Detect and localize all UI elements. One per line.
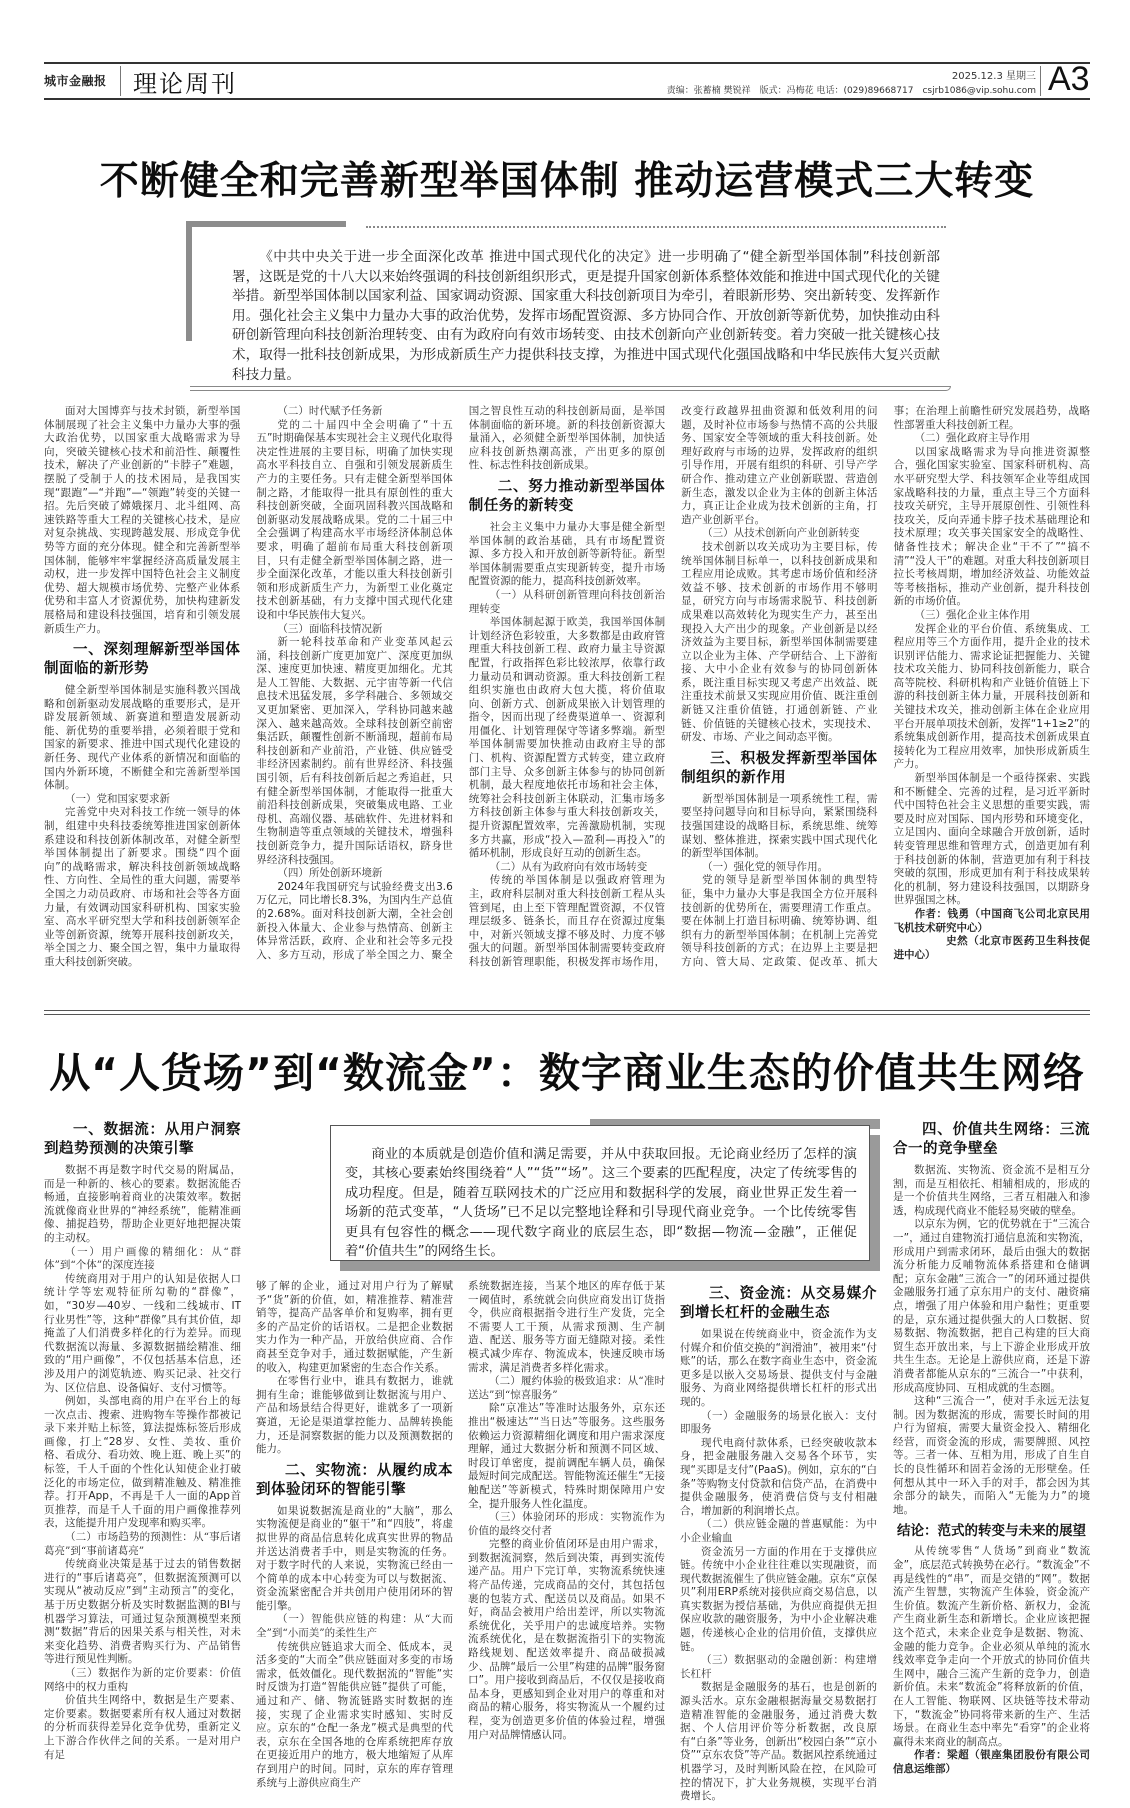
paragraph: 党的二十届四中全会明确了“十五五”时期确保基本实现社会主义现代化取得决定性进展的主要目标，明确了加快实现高水平科技自立、自强和引领发展新质生产力的主要任务。只有走健全新型举国体制之路，才能取得一批具有原创性的重大科技创新突破，全面巩固科教兴国战略和创新驱动发展战略成果。党的二十届三中全会强调了构建高水平市场经济体制总体要求，明确了超前布局重大科技创新项目，只有走健全新型举国体制之路，进一步全面深化改革，才能以重大科技创新引领和形成新质生产力，为新型工业化奠定技术创新基础，有力支撑中国式现代化建设和中华民族伟大复兴。 xyxy=(256,418,453,621)
masthead-divider xyxy=(120,66,121,96)
paragraph: 完整的商业价值闭环是由用户需求，到数据流洞察，然后到决策，再到实流传递产品。用户下完订单，实物流系统快速将产品传递，完成商品的交付，其包括包裹的包装方式、配送员以及商品。如果不好，商品会被用户给出差评，所以实物流系统优化，关乎用户的忠诚度培养。实物流系统优化，是在数据流指引下的实物流路线规划、配送效率提升、商品破损减少、品牌“最后一公里”构建的品牌“服务窗口”。用户接收到商品后，不仅仅是接收商品本身，更感知到企业对用户的尊重和对商品的精心服务，将实物流从一个履约过程，变为创造更多价值的体验过程，增强用户对品牌情感认同。 xyxy=(468,1538,665,1741)
article2-column-5 xyxy=(893,1116,1090,1777)
article1-lead: 《中共中央关于进一步全面深化改革 推进中国式现代化的决定》进一步明确了“健全新型举国体制”科技创新部署，这既是党的十八大以来始终强调的科技创新组织形式，更是提升国家创新体系整体效能和推进中国式现代化的关键举措。新型举国体制以国家利益、国家调动资源、国家重大科技创新项目为牵引，着眼新形势、突出新转变、发挥新作用。强化社会主义集中力量办大事的政治优势，发挥市场配置资源、多方协同合作、开放创新等新优势，加快推动由科研创新管理向科技创新治理转变、由有为政府向有效市场转变、由技术创新向产业创新转变。着力突破一批关键核心技术，取得一批科技创新成果，为形成新质生产力提供科技支撑，为推进中国式现代化强国战略和中华民族伟大复兴贡献科技力量。 xyxy=(232,249,940,383)
subsection-heading: （三）体验闭环的形成：实物流作为价值的最终交付者 xyxy=(468,1511,665,1537)
paragraph: 数据流、实物流、资金流不是相互分割，而是互相依托、相辅相成的，形成的是一个价值共生网络，三者互相融入和渗透，构成现代商业不能轻易突破的壁垒。 xyxy=(893,1164,1090,1217)
lead-box-corner xyxy=(186,221,346,227)
paragraph: 传统商用对于用户的认知是依据人口统计学等宏观特征所勾勒的“群像”，如，“30岁—40岁、一线和二线城市、IT行业男性”等，这种“群像”具有其价值，却掩盖了人们消费多样化的行为差异。而现代数据流以海量、多源数据描绘精准、细致的“用户画像”，不仅包括基本信息，还涉及用户的浏览轨迹、购买记录、社交行为、区位信息、设备偏好、支付习惯等。 xyxy=(44,1272,241,1394)
paragraph: 党的领导是新型举国体制的典型特征，集中力量办大事是我国全方位开展科技创新的优势所在，需要理清工作重点。要在体制上打造目标明确、统筹协调、组织有力的新型举国体制；在机制上完善党领导科技创新的方式；在边界上主要是把方向、管大局、定政策、促改革、抓大事；在治理上前瞻性研究发展趋势，战略性部署重大科技创新工程。 xyxy=(681,405,1090,968)
paragraph: 新型举国体制是一项系统性工程，需要坚持问题导向和目标导向，紧紧围绕科技强国建设的战略目标，系统思维、统筹谋划、整体推进，探索实践中国式现代化的新型举国体制。 xyxy=(681,792,878,860)
paragraph: 2024年我国研究与试验经费支出3.6万亿元，同比增长8.3%，为国内生产总值的2.68%。面对科技创新大潮，全社会创新投入体量大、企业参与热情高、创新主体异常活跃，政府、企业和社会等多元投入、多方互动，形成了举全国之力、聚全国之智良性互动的科技创新局面，是举国体制面临的新环境。新的科技创新资源大量涌入，必须健全新型举国体制，加快适应科技创新热潮高涨，产出更多的原创性、标志性科技创新成果。 xyxy=(256,405,666,961)
paragraph: 面对大国博弈与技术封锁，新型举国体制展现了社会主义集中力量办大事的强大政治优势，以国家重大战略需求为导向，突破关键核心技术和前沿性、颠覆性技术，解决了产业创新的“卡脖子”难题，摆脱了受制于人的技术困局，是我国实现“跟跑”—“并跑”—“领跑”转变的关键一招。先后突破了嫦娥探月、北斗组网、高速铁路等重大工程的关键核心技术，是应对复杂挑战、实现跨越发展、形成竞争优势等方面的充分体现。健全和完善新型举国体制，能够牢牢掌握经济高质量发展主动权，进一步发挥中国特色社会主义制度优势、超大规模市场优势、完整产业体系优势和丰富人才资源优势，加快构建新发展格局和建设科技强国，培育和引领发展新质生产力。 xyxy=(44,405,241,635)
article1-body xyxy=(44,405,1090,970)
author-credit: 史然（北京市医药卫生科技促进中心） xyxy=(893,935,1090,961)
section-heading: 一、深刻理解新型举国体制面临的新形势 xyxy=(44,642,241,678)
paragraph: 传统的举国体制是以强政府管理为主，政府科层制对重大科技创新工程从头管到尾，由上至下管理配置资源，不仅管理层级多、链条长，而且存在资源过度集中，对新兴领域支撑不够及时、力度不够强大的问题。新型举国体制需要转变政府科技创新管理职能，积极发挥市场作用，改变行政越界扭曲资源和低效利用的问题，及时补位市场参与热情不高的公共服务、国家安全等领域的重大科技创新。处理好政府与市场的边界，发挥政府的组织引导作用，开展有组织的科研、引导产学研合作、推动建立产业创新联盟、营造创新生态，激发以企业为主体的创新主体活力，真正让企业成为技术创新的主角，打造产业创新平台。 xyxy=(468,405,878,968)
masthead-bottom-rule xyxy=(44,98,1090,100)
paragraph: 系统数据连接，当某个地区的库存低于某一阈值时，系统就会向供应商发出订货指令，供应商根据指令进行生产发货，完全不需要人工干预，从需求预测、生产制造、配送、服务等方面无缝隙对接。柔性模式减少库存、物流成本，快速反映市场需求，满足消费者多样化需求。 xyxy=(468,1280,665,1374)
article1-headline: 不断健全和完善新型举国体制 推动运营模式三大转变 xyxy=(99,159,1035,204)
paragraph: 新一轮科技革命和产业变革风起云涌，科技创新广度更加宽广、深度更加纵深、速度更加快速、精度更加细化。尤其是人工智能、大数据、元宇宙等新一代信息技术迅猛发展，多学科融合、多领域交叉更加紧密、更加深入，学科协同越来越深入、越来越高效。全球科技创新空前密集活跃，颠覆性创新不断涌现，超前布局科技创新和产业前沿，产业链、供应链受非经济因素制约。前有世界经济、科技强国引领，后有科技创新后起之秀追赶，只有健全新型举国体制，才能取得一批重大前沿科技创新成果，突破集成电路、工业母机、高端仪器、基础软件、先进材料和生物制造等重点领域的关键技术，增强科技创新竞争力，提升国际话语权，跻身世界经济科技强国。 xyxy=(256,636,453,866)
section-heading: 一、数据流：从用户洞察到趋势预测的决策引擎 xyxy=(44,1122,241,1157)
paragraph: 发挥企业的平台价值、系统集成、工程应用等三个方面作用，提升企业的技术识别评估能力、需求论证把握能力、关键技术攻关能力、协同科技创新能力，联合高等院校、科研机构和产业链价值链上下游的科技创新主体力量，开展科技创新和关键技术攻关，推动创新主体在企业应用平台开展单项技术创新，发挥“1+1≥2”的系统集成创新作用，提高技术创新成果直接转化为工程应用效率，加快形成新质生产力。 xyxy=(893,622,1090,771)
section-heading: 三、积极发挥新型举国体制组织的新作用 xyxy=(681,750,878,786)
lead-box-dotted-rule xyxy=(366,226,946,228)
paragraph: 例如，头部电商的用户在平台上的每一次点击、搜索、进购物车等操作都被记录下来并贴上标签，算法提炼标签后形成画像，打上“28岁、女性、美妆、重价格、看成分、看功效、晚上逛、晚上买”的标签，千人千面的个性化认知使企业打破泛化的市场定位，做到精准触及、精准推荐。打开App，不再是千人一面的App首页推荐，而是千人千面的用户画像推荐列表，这能提升用户发现率和购买率。 xyxy=(44,1395,241,1530)
subsection-heading: （二）强化政府主导作用 xyxy=(914,432,1031,445)
paragraph: 完善党中央对科技工作统一领导的体制，组建中央科技委统筹推进国家创新体系建设和科技创新体制改革，对健全新型举国体制提出了新要求。围绕“四个面向”的战略需求，解决科技创新领域战略性、方向性、全局性的重大问题，需要举全国之力动员政府、市场和社会等各方面力量，有效调动国家科研机构、国家实验室、高水平研究型大学和科技创新领军企业等创新资源，统筹开展科技创新攻关，举全国之力、聚全国之智，集中力量取得重大科技创新突破。 xyxy=(44,806,241,968)
paragraph: 够了解的企业，通过对用户行为了解赋予“货”新的价值，如，精准推荐、精准营销等，提高产品客单价和复购率，拥有更多的产品定价的话语权。二是把企业数据实力作为一种产品，开放给供应商、合作商甚至竞争对手，通过数据赋能，产生新的收入，构建更加紧密的生态合作关系。 xyxy=(256,1280,453,1374)
subsection-heading: （一）党和国家要求新 xyxy=(65,792,170,805)
subsection-heading: （二）市场趋势的预测性：从“事后诸葛亮”到“事前诸葛亮” xyxy=(44,1531,241,1557)
paragraph: 除“京准达”等准时达服务外，京东还推出“极速达”“当日达”等服务。这些服务依赖运力资源精细化调度和用户需求深度理解，通过大数据分析和预测不同区域、时段订单密度，提前调配车辆人员，确保最短时间完成配送。智能物流还催生“无接触配送”等新模式，特殊时期保障用户安全，提升服务人性化温度。 xyxy=(468,1402,665,1510)
masthead-divider xyxy=(1040,66,1041,96)
article2-column-2 xyxy=(256,1280,453,1790)
editor-credits: 责编：张蓄楠 樊锐祥 版式：冯梅花 电话：(029)89668717 csjrb1086@vip.sohu.com xyxy=(666,86,1036,96)
paragraph: 健全新型举国体制是实施科教兴国战略和创新驱动发展战略的重要形式，是开辟发展新领域、新赛道和塑造发展新动能、新优势的重要举措，必须着眼于党和国家的新要求、推进中国式现代化建设的新任务、现代产业体系的新情况和面临的国内外新环境，不断健全和完善新型举国体制。 xyxy=(44,684,241,792)
article-separator xyxy=(44,1010,1090,1011)
section-heading: 结论：范式的转变与未来的展望 xyxy=(897,1523,1086,1540)
paragraph: 这种“三流合一”，使对手永远无法复制。因为数据流的形成，需要长时间的用户行为留痕，需要大量资金投入、精细化经营，而资金流的形成，需要牌照、风控等。三者一体、互相为用，形成了自生自长的良性循环和固若金汤的无形壁垒。任何想从其中一环入手的对手，都会因为其余部分的缺失，而陷入“无能为力”的境地。 xyxy=(893,1395,1090,1516)
subsection-heading: （二）履约体验的极致追求：从“准时送达”到“惊喜服务” xyxy=(468,1375,665,1401)
lead-box-corner xyxy=(186,221,192,341)
paragraph: 现代电商付款体系，已经突破收款本身，把金融服务融入交易各个环节，实现“买即是支付”(PaaS)。例如，京东的“白条”等购物支付贷款和信贷产品，在消费中提供金融服务，使消费信贷与支付相融合，增加新的利润增长点。 xyxy=(680,1436,877,1517)
section-heading: 二、实物流：从履约成本到体验闭环的智能引擎 xyxy=(256,1462,453,1498)
paragraph: 数据是金融服务的基石，也是创新的源头活水。京东金融根据海量交易数据打造精准智能的金融服务，通过消费大数据、个人信用评价等分析数据，改良原有“白条”等业务，创新出“校园白条”“京小贷”“京东农贷”等产品。数据风控系统通过机器学习，及时判断风险在控，在风险可控的情况下，扩大业务规模，实现平台消费增长。 xyxy=(680,1681,877,1803)
subsection-heading: （一）强化党的领导作用。 xyxy=(702,860,829,873)
paragraph: 以国家战略需求为导向推进资源整合，强化国家实验室、国家科研机构、高水平研究型大学、科技领军企业等组成国家战略科技的力量，重点主导三个方面科技攻关研究，主导开展原创性、引领性科技攻关，反向弄通卡脖子技术基础理论和技术原理；攻关事关国家安全的战略性、储备性技术；解决企业“干不了”“搞不清”“没人干”的难题。对重大科技创新项目拉长考核周期，增加经济效益、功能效益等考核指标，推动产业创新，提升科技创新的市场价值。 xyxy=(893,445,1090,608)
issue-date: 2025.12.3 星期三 xyxy=(951,71,1036,82)
paragraph: 传统商业决策是基于过去的销售数据进行的“事后诸葛亮”，但数据流预测可以实现从“被动反应”到“主动预言”的变化，基于历史数据分析及实时数据监测的BI与机器学习算法，可通过复杂预测模型来预测“数据”背后的因果关系与相关性，对未来变化趋势、消费者购买行为、产品销售等进行预见性判断。 xyxy=(44,1558,241,1666)
subsection-heading: （一）金融服务的场景化嵌入：支付即服务 xyxy=(680,1409,877,1436)
article2-headline: 从“人货场”到“数流金”：数字商业生态的价值共生网络 xyxy=(49,1049,1085,1097)
subsection-heading: （三）强化企业主体作用 xyxy=(914,608,1031,621)
article2-column-1 xyxy=(44,1116,241,1762)
paragraph: 数据不再是数字时代交易的附属品，而是一种新的、核心的要素。数据流能否畅通，直接影响着商业的决策效率。数据流就像商业世界的“神经系统”，能精准画像、捕捉趋势，帮助企业更好地把握决策的主动权。 xyxy=(44,1164,241,1244)
subsection-heading: （三）从技术创新向产业创新转变 xyxy=(702,527,860,540)
section-title: 理论周刊 xyxy=(133,70,237,98)
section-heading: 二、努力推动新型举国体制任务的新转变 xyxy=(468,478,666,514)
article2-column-4 xyxy=(680,1280,877,1804)
paper-name: 城市金融报 xyxy=(44,74,107,88)
paragraph: 如果说在传统商业中，资金流作为支付媒介和价值交换的“润滑油”，被用来“付账”的话，那么在数字商业生态中，资金流更多是以嵌入交易场景、提供支付与金融服务、为商业网络提供增长杠杆的形式出现的。 xyxy=(680,1328,877,1408)
paragraph: 新型举国体制是一个亟待探索、实践和不断健全、完善的过程，是习近平新时代中国特色社会主义思想的重要实践，需要及时应对国际、国内形势和环境变化，立足国内、面向全球融合开放创新，适时转变管理思维和管理方式，创造更加有利于科技创新的体制，营造更加有利于科技突破的氛围，形成更加有利于科技成果转化的机制，努力建设科技强国，以期跻身世界强国之林。 xyxy=(893,772,1090,907)
paragraph: 价值共生网络中，数据是生产要素、定价要素。数据要素所有权人通过对数据的分析而获得差异化竞争优势，重新定义上下游合作伙伴之间的关系。一是对用户有足 xyxy=(44,1694,241,1761)
page-number: A3 xyxy=(1048,60,1090,98)
author-credit: 作者：钱勇（中国商飞公司北京民用飞机技术研究中心） xyxy=(893,907,1090,934)
subsection-heading: （一）用户画像的精细化：从“群体”到“个体”的深度连接 xyxy=(44,1245,241,1272)
section-heading: 四、价值共生网络：三流合一的竞争壁垒 xyxy=(893,1122,1090,1157)
article-separator xyxy=(44,1014,1090,1015)
subsection-heading: （三）数据驱动的金融创新：构建增长杠杆 xyxy=(680,1654,877,1680)
paragraph: 如果说数据流是商业的“大脑”，那么实物流便是商业的“躯干”和“四肢”，将虚拟世界的商品信息转化成真实世界的物品并送达消费者手中，则是实物流的任务。对于数字时代的人来说，实物流已经由一个简单的成本中心转变为可以与数据流、资金流紧密配合并共创用户使用闭环的智能引擎。 xyxy=(256,1504,453,1612)
subsection-heading: （四）所处创新环境新 xyxy=(277,867,383,880)
paragraph: 以京东为例，它的优势就在于“三流合一”，通过自建物流打通信息流和实物流，形成用户到需求闭环，最后由强大的数据流分析能力反哺物流体系搭建和仓储调配；京东金融“三流合一”的闭环通过提供金融服务打通了京东用户的支付、融资痛点，增强了用户体验和用户黏性；更重要的是，京东通过提供强大的人口数据、贸易数据、物流数据，把自己构建的巨大商贸生态开放出来，与上下游企业形成开放共生生态。无论是上游供应商，还是下游消费者都能从京东的“三流合一”中获利，形成高度协同、互相成就的生态圈。 xyxy=(893,1218,1090,1394)
subsection-heading: （三）面临科技情况新 xyxy=(277,622,383,635)
paragraph: 传统供应链追求大而全、低成本，灵活多变的“大而全”供应链面对多变的市场需求，低效僵化。现代数据流的“智能”实时反馈为打造“智能供应链”提供了可能，通过和产、储、物流链路实时数据的连接，实现了企业需求实时感知、实时反应。京东的“仓配一条龙”模式是典型的代表，京东在全国各地的仓库系统把库存放在更接近用户的地方，极大地缩短了从库存到用户的时间。同时，京东的库存管理系统与上游供应商生产 xyxy=(256,1640,453,1789)
subsection-heading: （二）从有为政府向有效市场转变 xyxy=(489,860,648,873)
subsection-heading: （二）供应链金融的普惠赋能：为中小企业输血 xyxy=(680,1518,877,1544)
author-credit: 作者：梁超（银座集团股份有限公司信息运维部） xyxy=(893,1749,1090,1775)
article2-column-3 xyxy=(468,1280,665,1742)
paragraph: 资金流另一方面的作用在于支撑供应链。传统中小企业往往难以实现融资，而现代数据流催生了供应链金融。京东“京保贝”利用ERP系统对接供应商交易信息，以真实数据为授信基础，为供应商提供无担保应收款的融资服务，为中小企业解决难题，传递核心企业的信用价值，支撑供应链。 xyxy=(680,1545,877,1653)
paragraph: 技术创新以攻关成功为主要目标，传统举国体制目标单一，以科技创新成果和工程应用论成败。其考虑市场价值和经济效益不够、技术创新的市场作用不够明显，研究方向与市场需求脱节、科技创新成果难以高效转化为现实生产力，甚至出现投入大产出少的现象。产业创新是以经济效益为主要目标，新型举国体制需要建立以企业为主体、产学研结合、上下游衔接、大中小企业有效参与的协同创新体系，既注重目标实现又考虑产出效益、既注重技术前景又实现应用价值、既注重创新链又注重价值链，打通创新链、产业链、价值链的关键核心技术，实现技术、研发、市场、产业之间动态平衡。 xyxy=(681,540,878,744)
subsection-heading: （一）智能供应链的构建：从“大而全”到“小而美”的柔性生产 xyxy=(256,1613,453,1640)
paragraph: 社会主义集中力量办大事是健全新型举国体制的政治基础，具有市场配置资源、多方投入和开放创新等新特征。新型举国体制需要重点实现新转变，提升市场配置资源的能力，提高科技创新效率。 xyxy=(468,520,666,588)
paragraph: 在零售行业中，谁具有数据力，谁就拥有生命；谁能够做到让数据流与用户、产品和场景结合得更好，谁就多了一项新赛道，无论是渠道掌控能力、品牌转换能力，还是洞察数据的能力以及预测数据的能力。 xyxy=(256,1375,453,1456)
subsection-heading: （三）数据作为新的定价要素：价值网络中的权力重构 xyxy=(44,1666,241,1693)
subsection-heading: （一）从科研创新管理向科技创新治理转变 xyxy=(468,588,666,615)
subsection-heading: （二）时代赋予任务新 xyxy=(277,405,383,417)
lead-box-bottom-rule xyxy=(190,386,951,391)
article2-lead: 商业的本质就是创造价值和满足需要，并从中获取回报。无论商业经历了怎样的演变，其核心要素始终围绕着“人”“货”“场”。这三个要素的匹配程度，决定了传统零售的成功程度。但是，随着互联网技术的广泛应用和数据科学的发展，商业世界正发生着一场新的范式变革，“人货场”已不足以完整地诠释和引导现代商业竞争。一个比传统零售更具有包容性的概念——现代数字商业的底层生态，即“数据—物流—金融”，正催促着“价值共生”的网络生长。 xyxy=(345,1147,857,1260)
paragraph: 从传统零售“人货场”到商业“数流金”，底层范式转换势在必行。“数流金”不再是线性的“串”，而是交错的“网”。数据流产生智慧，实物流产生体验，资金流产生价值。数流产生新价格、新权力，金流产生商业新生态和新增长。企业应该把握这个范式，未来企业竞争是数据、物流、金融的能力竞争。企业必须从单纯的流水线效率竞争走向一个开放式的协同价值共生网中，融合三流产生新的竞争力，创造新价值。未来“数流金”将释放新的价值，在人工智能、物联网、区块链等技术带动下，“数流金”协同将带来新的生产、生活场景。在商业生态中率先“看穿”的企业将赢得未来商业的制高点。 xyxy=(893,1545,1090,1748)
paragraph: 举国体制起源于欧美，我国举国体制计划经济色彩较重，大多数都是由政府管理重大科技创新工程、政府力量主导资源配置，行政指挥色彩比较浓厚，依靠行政力量动员和调动资源。重大科技创新工程组织实施也由政府大包大揽，将价值取向、创新方式、创新成果嵌入计划管理的指令，因而出现了经费渠道单一、资源利用僵化、计划管理保守等诸多弊端。新型举国体制需要加快推动由政府主导的部门、机构、资源配置方式转变，建立政府部门主导、众多创新主体参与的协同创新机制，最大程度地依托市场和社会主体，统筹社会科技创新主体联动，汇集市场多方科技创新主体参与重大科技创新攻关，提升资源配置效率，完善激励机制，实现多方共赢，形成“投入—盈利—再投入”的循环机制，形成良好互动的创新生态。 xyxy=(468,616,666,860)
section-heading: 三、资金流：从交易媒介到增长杠杆的金融生态 xyxy=(680,1286,877,1321)
